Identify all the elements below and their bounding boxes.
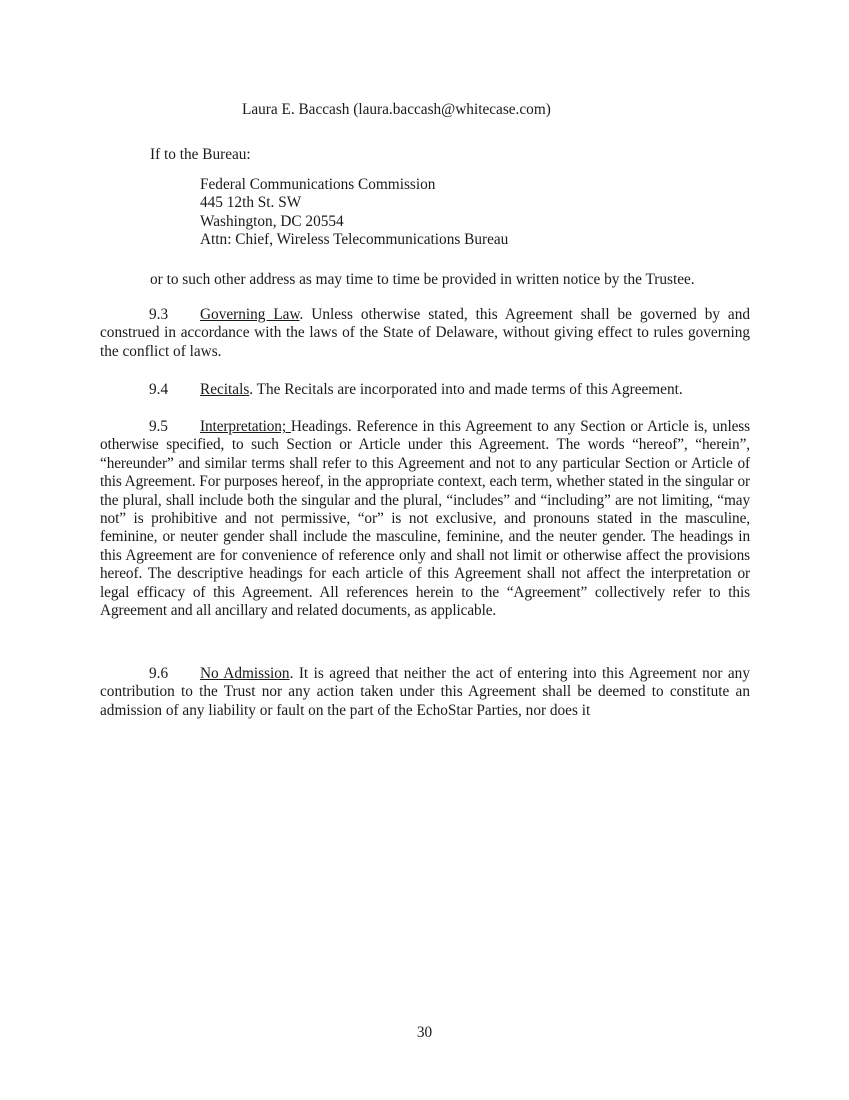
section-body: The Recitals are incorporated into and made terms of this Agreement. xyxy=(253,381,683,398)
section-body: It is agreed that neither the act of entering into this Agreement nor any contribution to the Trust nor any action taken under this Agreement shall be deemed to constitute an admission of any liability or fault on the part of the EchoStar Parties, nor does it xyxy=(100,665,750,719)
section-body: Unless otherwise stated, this Agreement shall be governed by and construed in accordance with the laws of the State of Delaware, without giving effect to rules governing the conflict of laws. xyxy=(100,306,750,360)
section-heading-suffix: . xyxy=(289,665,294,682)
page-number: 30 xyxy=(416,1024,433,1041)
section-number: 9.5 xyxy=(149,418,168,435)
section-heading: No Admission xyxy=(200,665,290,682)
section-9-4 xyxy=(100,381,750,399)
section-9-5 xyxy=(100,418,750,620)
section-heading-suffix: Headings. xyxy=(290,418,352,435)
bureau-intro: If to the Bureau: xyxy=(150,146,251,163)
section-number: 9.4 xyxy=(149,381,169,398)
contact-line: Laura E. Baccash (laura.baccash@whitecase.com) xyxy=(242,101,551,118)
address-line-city: Washington, DC 20554 xyxy=(200,212,344,230)
section-heading-suffix: . xyxy=(249,381,254,398)
address-line-organization: Federal Communications Commission xyxy=(200,176,436,193)
address-line-street: 445 12th St. SW xyxy=(200,194,302,212)
section-heading: Interpretation; xyxy=(200,418,291,435)
section-number: 9.3 xyxy=(149,306,169,323)
address-line-attention: Attn: Chief, Wireless Telecommunications Bureau xyxy=(200,231,509,249)
other-address-text: or to such other address as may time to time be provided in written notice by the Trustee. xyxy=(150,271,695,288)
section-body: Reference in this Agreement to any Section or Article is, unless otherwise specified, to such Section or Article under this Agreement. The words “hereof”, “herein”, “hereunder” and similar terms shall refer to this Agreement and not to any particular Section or Article of this Agreement. For purposes hereof, in the appropriate context, each term, whether stated in the singular or the plural, shall include both the singular and the plural, “includes” and “including” are not limiting, “may not” is prohibitive and not permissive, “or” is not exclusive, and pronouns stated in the masculine, feminine, or neuter gender shall include the masculine, feminine, and the neuter gender. The headings in this Agreement are for convenience of reference only and shall not limit or otherwise affect the provisions hereof. The descriptive headings for each article of this Agreement shall not affect the interpretation or legal efficacy of this Agreement. All references herein to the “Agreement” collectively refer to this Agreement and all ancillary and related documents, as applicable. xyxy=(100,418,750,620)
bureau-address-block xyxy=(200,176,508,250)
section-heading: Recitals xyxy=(200,381,250,398)
section-heading: Governing Law xyxy=(200,306,300,323)
section-number: 9.6 xyxy=(149,665,169,682)
section-9-6 xyxy=(100,665,750,720)
section-9-3 xyxy=(100,306,750,361)
section-heading-suffix: . xyxy=(299,306,304,323)
